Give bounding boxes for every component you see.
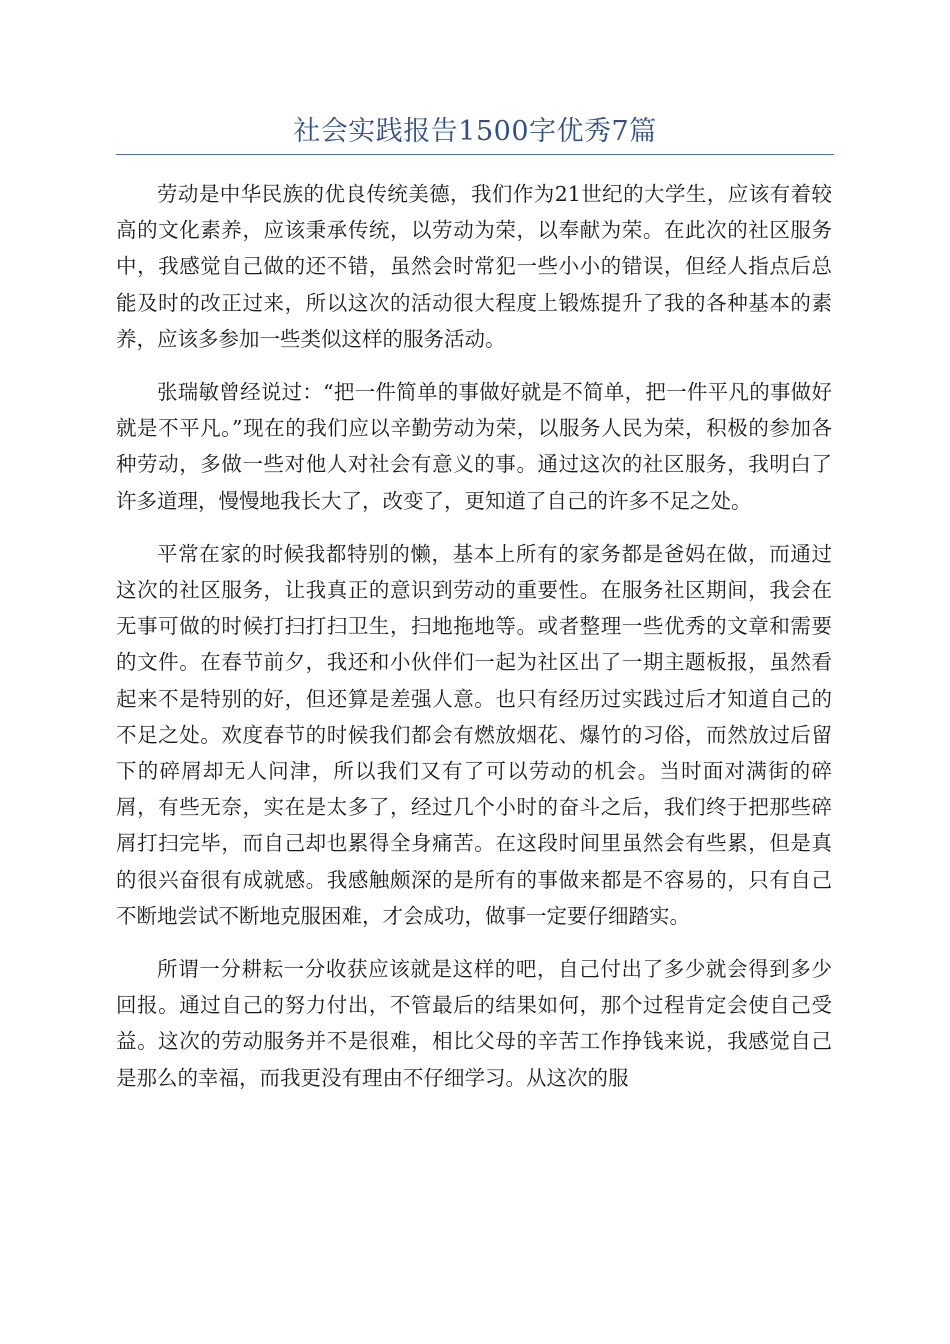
document-title: 社会实践报告1500字优秀7篇 <box>293 116 657 147</box>
document-body <box>116 176 832 1113</box>
paragraph-4: 所谓一分耕耘一分收获应该就是这样的吧，自己付出了多少就会得到多少回报。通过自己的努力付出，不管最后的结果如何，那个过程肯定会使自己受益。这次的劳动服务并不是很难，相比父母的辛苦工作挣钱来说，我感觉自己是那么的幸福，而我更没有理由不仔细学习。从这次的服 <box>116 957 832 1090</box>
paragraph-3: 平常在家的时候我都特别的懒，基本上所有的家务都是爸妈在做，而通过这次的社区服务，让我真正的意识到劳动的重要性。在服务社区期间，我会在无事可做的时候打扫打扫卫生，扫地拖地等。或者整理一些优秀的文章和需要的文件。在春节前夕，我还和小伙伴们一起为社区出了一期主题板报，虽然看起来不是特别的好，但还算是差强人意。也只有经历过实践过后才知道自己的不足之处。欢度春节的时候我们都会有燃放烟花、爆竹的习俗，而然放过后留下的碎屑却无人问津，所以我们又有了可以劳动的机会。当时面对满街的碎屑，有些无奈，实在是太多了，经过几个小时的奋斗之后，我们终于把那些碎屑打扫完毕，而自己却也累得全身痛苦。在这段时间里虽然会有些累，但是真的很兴奋很有成就感。我感触颇深的是所有的事做来都是不容易的，只有自己不断地尝试不断地克服困难，才会成功，做事一定要仔细踏实。 <box>116 541 832 928</box>
title-underline <box>116 154 834 155</box>
paragraph-1: 劳动是中华民族的优良传统美德，我们作为21世纪的大学生，应该有着较高的文化素养，应该秉承传统，以劳动为荣，以奉献为荣。在此次的社区服务中，我感觉自己做的还不错，虽然会时常犯一些小小的错误，但经人指点后总能及时的改正过来，所以这次的活动很大程度上锻炼提升了我的各种基本的素养，应该多参加一些类似这样的服务活动。 <box>116 182 832 351</box>
paragraph-2: 张瑞敏曾经说过：“把一件简单的事做好就是不简单，把一件平凡的事做好就是不平凡。”现在的我们应以辛勤劳动为荣，以服务人民为荣，积极的参加各种劳动，多做一些对他人对社会有意义的事。通过这次的社区服务，我明白了许多道理，慢慢地我长大了，改变了，更知道了自己的许多不足之处。 <box>116 380 832 513</box>
